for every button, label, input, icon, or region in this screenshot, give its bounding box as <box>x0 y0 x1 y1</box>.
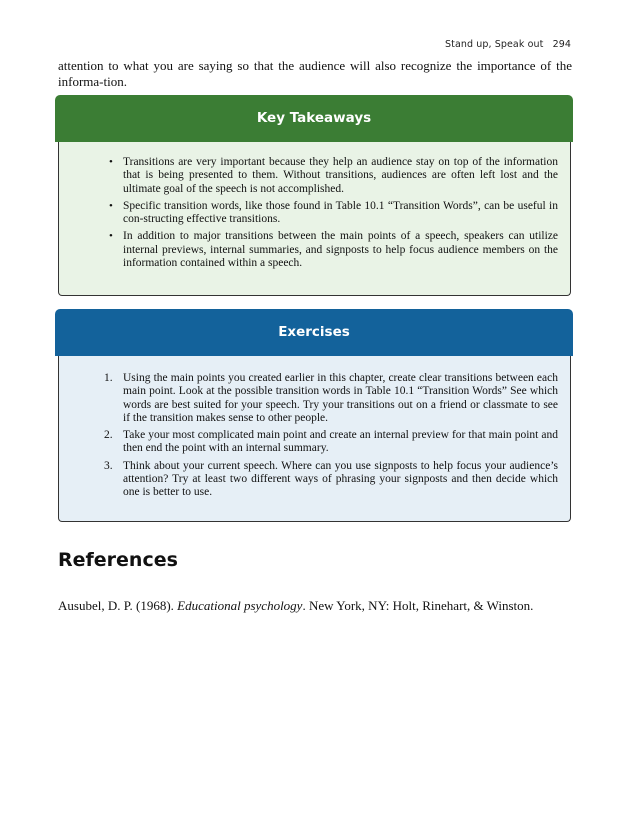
key-takeaways-box <box>55 95 573 296</box>
reference-title: Educational psychology <box>177 598 303 613</box>
page-number: 294 <box>552 39 571 50</box>
exercises-body <box>58 356 571 522</box>
exercise-item: 3. Think about your current speech. Where can you use signposts to help focus your audience’s attention? Try at least two different ways of phrasing your signposts and then decide which one is better to use. <box>104 459 558 499</box>
exercises-title: Exercises <box>55 309 573 356</box>
references-heading: References <box>58 549 178 571</box>
takeaway-item: • In addition to major transitions between the main points of a speech, speakers can utilize internal previews, internal summaries, and signposts to help focus audience members on the information contained within a speech. <box>109 230 558 270</box>
takeaway-item: • Specific transition words, like those found in Table 10.1 “Transition Words”, can be useful in con-structing effective transitions. <box>109 199 558 226</box>
book-title: Stand up, Speak out <box>444 39 544 50</box>
intro-paragraph: attention to what you are saying so that the audience will also recognize the importance of the informa-tion. <box>58 58 572 89</box>
bullet-icon: • <box>109 230 113 243</box>
reference-entry: Ausubel, D. P. (1968). Educational psychology. New York, NY: Holt, Rinehart, & Winston. <box>58 598 534 613</box>
exercise-item: 2. Take your most complicated main point and create an internal preview for that main point and then end the point with an internal summary. <box>104 429 558 455</box>
key-takeaways-body <box>58 142 571 296</box>
takeaway-item: • Transitions are very important because they help an audience stay on top of the information that is being presented to them. Without transitions, audiences are often left lost and the ultimate goal of the speech is not accomplished. <box>109 156 558 195</box>
running-head <box>445 39 571 50</box>
bullet-icon: • <box>109 199 113 212</box>
exercises-list <box>104 372 558 500</box>
exercise-item: 1. Using the main points you created earlier in this chapter, create clear transitions between each main point. Look at the possible transition words in Table 10.1 “Transition Words” See which words are best suited for your speech. Try your transitions out on a friend or classmate to see if the transition makes sense to other people. <box>104 372 558 424</box>
key-takeaways-title: Key Takeaways <box>55 95 573 142</box>
bullet-icon: • <box>109 156 113 168</box>
key-takeaways-list <box>107 156 558 270</box>
exercises-box <box>55 309 573 522</box>
